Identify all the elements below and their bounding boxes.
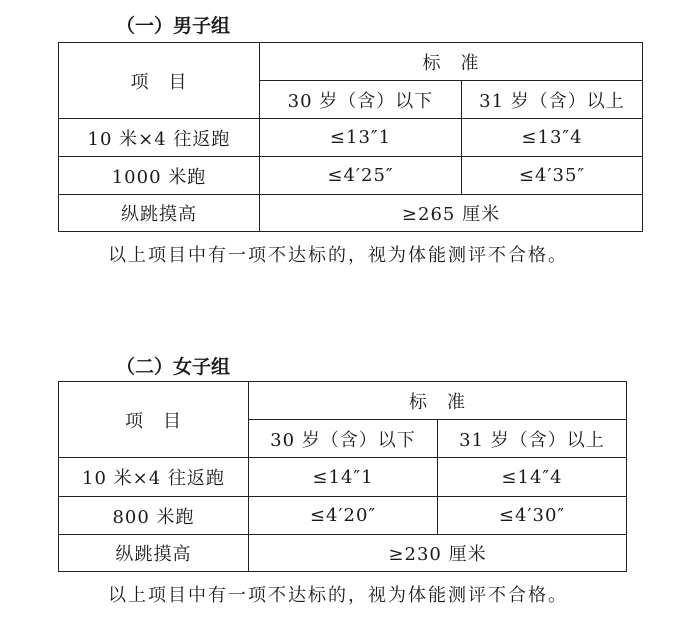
section-title-women: （二）女子组 [116, 356, 231, 378]
row-under: ≤4′25″ [260, 157, 462, 195]
header-age-under: 30 岁（含）以下 [260, 81, 462, 119]
table-row [59, 157, 643, 195]
header-age-over: 31 岁（含）以上 [438, 420, 627, 458]
row-over: ≤4′35″ [462, 157, 643, 195]
table-row [59, 458, 627, 497]
table-row [59, 535, 627, 572]
row-over: ≤14″4 [438, 458, 627, 497]
row-over: ≤4′30″ [438, 497, 627, 535]
row-item: 800 米跑 [59, 497, 249, 535]
row-both: ≥265 厘米 [260, 195, 643, 232]
row-both: ≥230 厘米 [249, 535, 627, 572]
standards-table-men [58, 42, 643, 232]
standards-table-women [58, 381, 627, 572]
header-standard: 标 准 [260, 43, 643, 81]
row-over: ≤13″4 [462, 119, 643, 157]
note-men: 以上项目中有一项不达标的，视为体能测评不合格。 [108, 245, 568, 266]
header-standard: 标 准 [249, 382, 627, 420]
table-row [59, 195, 643, 232]
header-age-over: 31 岁（含）以上 [462, 81, 643, 119]
row-under: ≤13″1 [260, 119, 462, 157]
note-women: 以上项目中有一项不达标的，视为体能测评不合格。 [108, 585, 568, 606]
table-row [59, 497, 627, 535]
table-row [59, 119, 643, 157]
section-title-men: （一）男子组 [116, 15, 231, 37]
row-item: 纵跳摸高 [59, 195, 260, 232]
row-under: ≤4′20″ [249, 497, 438, 535]
header-item: 项 目 [59, 43, 260, 119]
row-under: ≤14″1 [249, 458, 438, 497]
header-age-under: 30 岁（含）以下 [249, 420, 438, 458]
row-item: 10 米×4 往返跑 [59, 458, 249, 497]
row-item: 10 米×4 往返跑 [59, 119, 260, 157]
header-item: 项 目 [59, 382, 249, 458]
row-item: 纵跳摸高 [59, 535, 249, 572]
row-item: 1000 米跑 [59, 157, 260, 195]
